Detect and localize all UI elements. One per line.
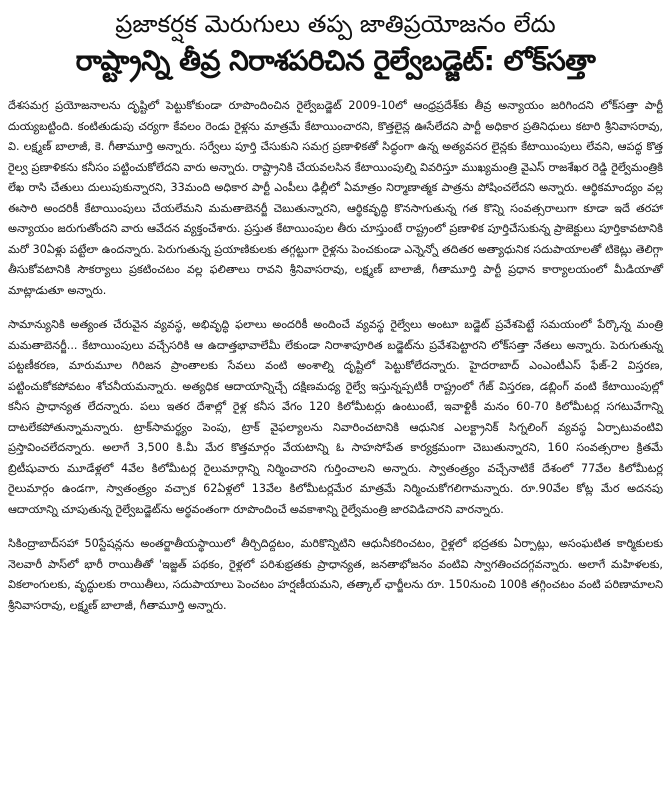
article-kicker: ప్రజాకర్షక మెరుగులు తప్ప జాతిప్రయోజనం లేదు xyxy=(115,10,556,38)
article-body xyxy=(8,96,663,616)
article-paragraph: సామాన్యునికి అత్యంత చేరువైన వ్యవస్థ, అభివృద్ధి ఫలాలు అందరికీ అందించే వ్యవస్థ రైల్వేలు అంటూ బడ్జెట్ ప్రవేశపెట్టే సమయంలో పేర్కొన్న మంత్రి మమతాబెనర్జీ... కేటాయింపులు వచ్చేసరికి ఆ ఉదాత్తభావాలేమీ లేకుండా నిరాశాపూరిత బడ్జెట్‌ను ప్రవేశపెట్టారని లోక్‌సత్తా నేతలు అన్నారు. పెరుగుతున్న పట్టణీకరణ, మారుమూల గిరిజన ప్రాంతాలకు సేవలు వంటి అంశాల్ని దృష్టిలో పెట్టుకోలేదన్నారు. హైదరాబాద్ ఎంఎంటీఎస్ ఫేజ్-2 విస్తరణ, పట్టించుకోకపోవటం శోచనీయమన్నారు. అత్యధిక ఆదాయాన్నిచ్చే దక్షిణమధ్య రైల్వే ఇస్తున్నప్పటికీ రాష్ట్రంలో గేజ్ విస్తరణ, డబ్లింగ్ వంటి కేటాయింపుల్లో కనీస ప్రాధాన్యత లేదన్నారు. పలు ఇతర దేశాల్లో రైళ్ల కనీస వేగం 120 కిలోమీటర్లు ఉంటుంటే, ఇవాళ్టికీ మనం 60-70 కిలోమీటర్ల సగటువేగాన్ని దాటలేకపోతున్నామన్నారు. ట్రాక్‌సామర్థ్యం పెంపు, ట్రాక్ వైఫల్యాలను నివారించటానికి ఆధునిక ఎలక్ట్రానిక్ సిగ్నలింగ్ వ్యవస్థ ఏర్పాటువంటివి ప్రస్తావించలేదన్నారు. అలాగే 3,500 కి.మీ మేర కొత్తమార్గం వేయటాన్ని ఓ సాహసోపేత కార్యక్రమంగా చెబుతున్నారని, 160 సంవత్సరాల క్రితమే బ్రిటీషువారు మూడేళ్లలో 4వేల కిలోమీటర్ల రైలుమార్గాన్ని నిర్మించారని గుర్తించాలని అన్నారు. స్వాతంత్ర్యం వచ్చేనాటికే దేశంలో 77వేల కిలోమీటర్ల రైలుమార్గం ఉండగా, స్వాతంత్ర్యం వచ్చాక 62ఏళ్లలో 13వేల కిలోమీటర్లమేర మాత్రమే నిర్మించుకోగలిగామన్నారు. రూ.90వేల కోట్ల మేర అదనపు ఆదాయాన్ని చూపుతున్న రైల్వేబడ్జెట్‌ను అర్థవంతంగా రూపొందించే అవకాశాన్ని రైల్వేమంత్రి జారవిడిచారని వారన్నారు. xyxy=(8,318,663,516)
article-headline: రాష్ట్రాన్ని తీవ్ర నిరాశపరిచిన రైల్వేబడ్జెట్: లోక్‌సత్తా xyxy=(75,44,596,77)
article-paragraph: సికింద్రాబాద్‌సహా 50స్టేషన్లను అంతర్జాతీయస్థాయిలో తీర్చిదిద్దటం, మరికొన్నిటిని ఆధునీకరించటం, రైళ్లలో భద్రతకు ఏర్పాట్లు, అసంఘటిత కార్మికులకు నెలవారీ పాస్‌లో భారీ రాయితీతో 'ఇజ్జత్ పథకం, రైళ్లలో పరిశుభ్రతకు ప్రాధాన్యత, జనతాభోజనం వంటివి స్వాగతించదగ్గవన్నారు. అలాగే మహిళలకు, వికలాంగులకు, వృద్ధులకు రాయితీలు, సదుపాయాలు పెంచటం హర్షణీయమని, తత్కాల్ ఛార్జీలను రూ. 150నుంచి 100కి తగ్గించటం వంటి పరిణామాలని శ్రీనివాసరావు, లక్ష్మణ్ బాలాజీ, గీతామూర్తి అన్నారు. xyxy=(8,537,663,612)
article-paragraph: దేశసమగ్ర ప్రయోజనాలను దృష్టిలో పెట్టుకోకుండా రూపొందించిన రైల్వేబడ్జెట్ 2009-10లో ఆంధ్రప్రదేశ్‌కు తీవ్ర అన్యాయం జరిగిందని లోక్‌సత్తా పార్టీ దుయ్యబట్టింది. కంటితుడుపు చర్యగా కేవలం రెండు రైళ్లను మాత్రమే కేటాయించారని, కొత్తలైన్ల ఊసేలేదని పార్టీ అధికార ప్రతినిధులు కటారి శ్రీనివాసరావు, వి. లక్ష్మణ్ బాలాజీ, కె. గీతామూర్తి అన్నారు. సర్వేలు పూర్తి చేసుకుని సమగ్ర ప్రణాళికతో సిద్ధంగా ఉన్న అత్యవసర లైన్లకు కేటాయింపులు లేవని, ఆపద్ధ కొత్త రైల్వ ప్రణాళికను కనీసం పట్టించుకోలేదని వారు అన్నారు. రాష్ట్రానికి చేయవలసిన కేటాయింపుల్ని వివరిస్తూ ముఖ్యమంత్రి వైఎస్ రాజశేఖర రెడ్డి రైల్వేమంత్రికి లేఖ రాసి చేతులు దులుపుకున్నారని, 33మంది అధికార పార్టీ ఎంపీలు ఢిల్లీలో ఏమాత్రం నిర్మాణాత్మక పాత్రను పోషించలేదని అన్నారు. ఆర్థికమాంద్యం వల్ల ఈసారి అందరికీ కేటాయింపులు చేయలేమని మమతాబెనర్జీ చెబుతున్నారని, ఆర్థికవృద్ధి కొనసాగుతున్న గత కొన్ని సంవత్సరాలుగా కూడా ఇదే తరహా అన్యాయం జరుగుతోందని వారు ఆవేదన వ్యక్తంచేశారు. ప్రస్తుత కేటాయింపుల తీరు చూస్తుంటే రాష్ట్రంలో ప్రణాళిక పూర్తిచేసుకున్న ప్రాజెక్టులు పూర్తికావటానికి మరో 30ఏళ్లు పట్టేలా ఉందన్నారు. పెరుగుతున్న ప్రయాణికులకు తగ్గట్టుగా రైళ్లను పెంచకుండా ఎన్నెన్నో తదితర అత్యాధునిక సదుపాయాలతో టికెట్లు తెలిగ్గా తీసుకోవటానికి సౌకర్యాలు ప్రకటించటం వల్ల ఫలితాలు రావని శ్రీనివాసరావు, లక్ష్మణ్ బాలాజీ, గీతామూర్తి పార్టీ ప్రధాన కార్యాలయంలో మీడియాతో మాట్లాడుతూ అన్నారు. xyxy=(8,99,663,297)
